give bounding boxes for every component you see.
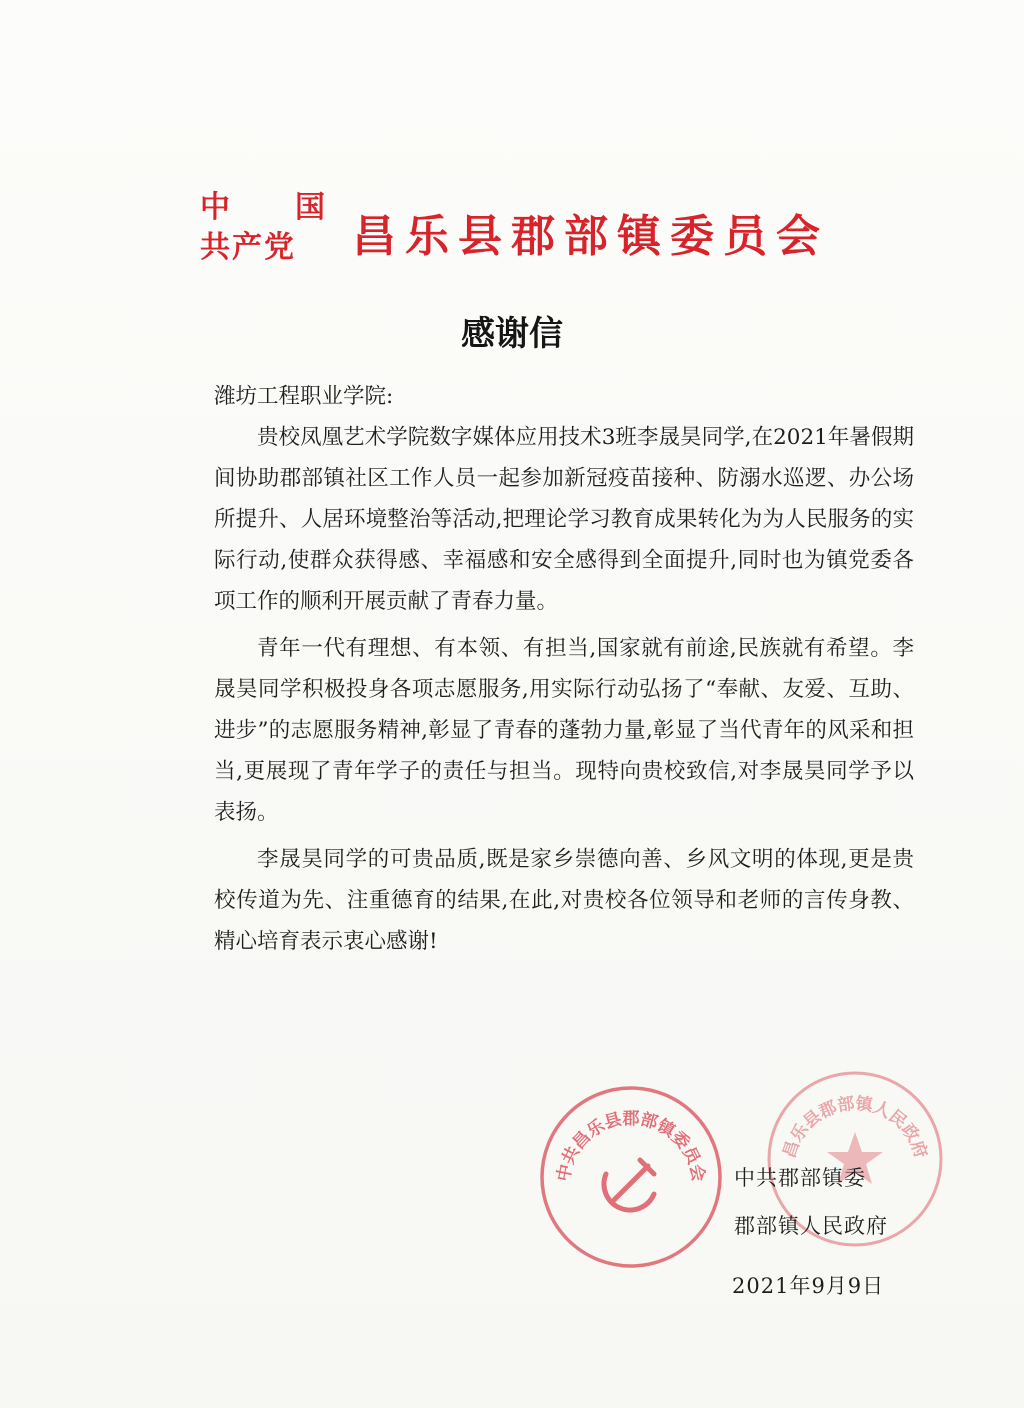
paragraph-2: 青年一代有理想、有本领、有担当,国家就有前途,民族就有希望。李晟昊同学积极投身各项志愿服务,用实际行动弘扬了“奉献、友爱、互助、进步”的志愿服务精神,彰显了青春的蓬勃力量,彰显了当代青年的风采和担当,更展现了青年学子的责任与担当。现特向贵校致信,对李晟昊同学予以表扬。 <box>214 636 914 825</box>
letterhead-party-name: 共产党 <box>200 230 296 265</box>
letterhead-char-guo: 国 <box>295 190 325 225</box>
letterhead-char-zhong: 中 <box>200 190 230 225</box>
letterhead-party-label <box>200 188 325 268</box>
letterhead <box>200 188 920 268</box>
svg-text:中共昌乐县郡部镇委员会 <box>553 1109 709 1184</box>
letter-body <box>214 376 914 968</box>
letterhead-org-name: 昌乐县郡部镇委员会 <box>352 211 829 262</box>
party-seal-text: 中共昌乐县郡部镇委员会 <box>553 1108 709 1184</box>
hammer-sickle-icon <box>604 1160 654 1210</box>
gov-seal-text: 昌乐县郡部镇人民政府 <box>779 1093 931 1161</box>
signature-party-committee: 中共郡部镇委 <box>734 1166 866 1190</box>
signature-town-government: 郡部镇人民政府 <box>734 1214 888 1238</box>
letter-title: 感谢信 <box>461 314 563 354</box>
signature-date: 2021年9月9日 <box>732 1274 885 1298</box>
party-committee-seal <box>536 1082 726 1272</box>
paragraph-1: 贵校凤凰艺术学院数字媒体应用技术3班李晟昊同学,在2021年暑假期间协助郡部镇社区工作人员一起参加新冠疫苗接种、防溺水巡逻、办公场所提升、人居环境整治等活动,把理论学习教育成果转化为为人民服务的实际行动,使群众获得感、幸福感和安全感得到全面提升,同时也为镇党委各项工作的顺利开展贡献了青春力量。 <box>214 425 914 614</box>
salutation: 潍坊工程职业学院: <box>214 384 394 409</box>
paragraph-3: 李晟昊同学的可贵品质,既是家乡崇德向善、乡风文明的体现,更是贵校传道为先、注重德育的结果,在此,对贵校各位领导和老师的言传身教、精心培育表示衷心感谢! <box>214 847 914 954</box>
